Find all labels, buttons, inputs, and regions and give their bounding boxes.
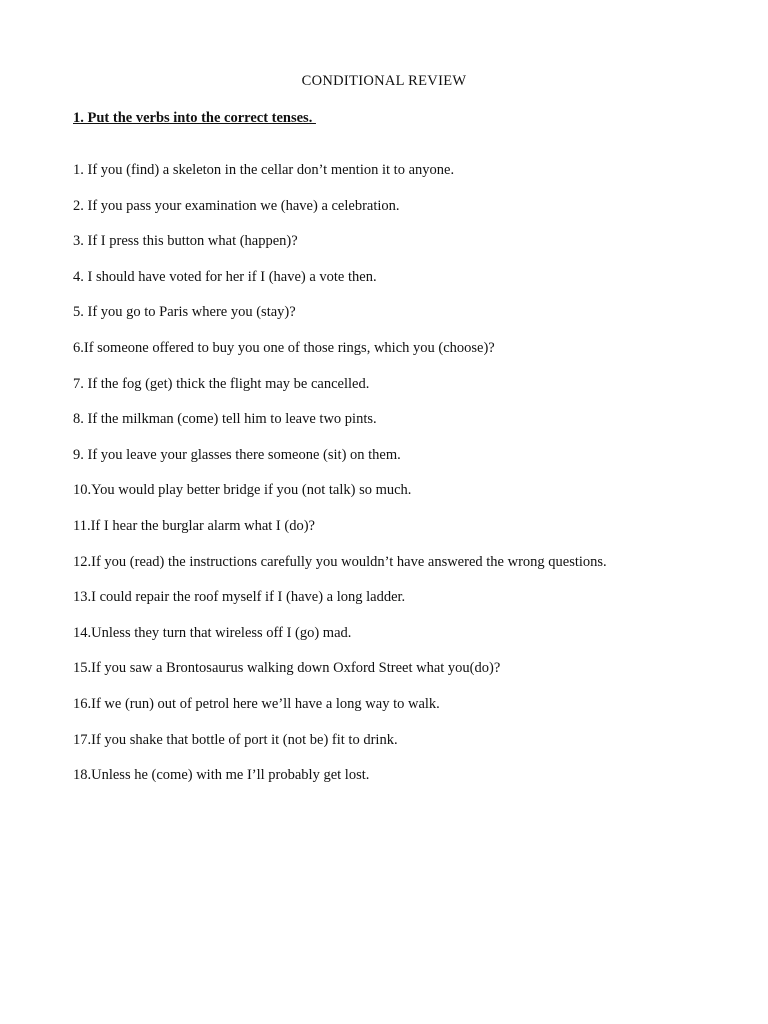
exercise-item-9: 9. If you leave your glasses there someone (sit) on them. bbox=[73, 446, 401, 463]
exercise-item-18: 18.Unless he (come) with me I’ll probably get lost. bbox=[73, 767, 370, 784]
exercise-list bbox=[73, 162, 607, 803]
exercise-item-13: 13.I could repair the roof myself if I (have) a long ladder. bbox=[73, 589, 406, 606]
section-heading: 1. Put the verbs into the correct tenses. bbox=[73, 110, 316, 126]
exercise-item-7: 7. If the fog (get) thick the flight may be cancelled. bbox=[73, 375, 370, 392]
exercise-item-5: 5. If you go to Paris where you (stay)? bbox=[73, 304, 296, 321]
exercise-item-3: 3. If I press this button what (happen)? bbox=[73, 233, 298, 250]
exercise-item-4: 4. I should have voted for her if I (have) a vote then. bbox=[73, 268, 377, 285]
exercise-item-6: 6.If someone offered to buy you one of those rings, which you (choose)? bbox=[73, 339, 495, 356]
exercise-item-17: 17.If you shake that bottle of port it (not be) fit to drink. bbox=[73, 731, 398, 748]
exercise-item-8: 8. If the milkman (come) tell him to leave two pints. bbox=[73, 411, 377, 428]
exercise-item-15: 15.If you saw a Brontosaurus walking down Oxford Street what you(do)? bbox=[73, 660, 501, 677]
exercise-item-16: 16.If we (run) out of petrol here we’ll have a long way to walk. bbox=[73, 695, 440, 712]
exercise-item-1: 1. If you (find) a skeleton in the cellar don’t mention it to anyone. bbox=[73, 162, 455, 178]
exercise-item-14: 14.Unless they turn that wireless off I (go) mad. bbox=[73, 624, 352, 641]
exercise-item-11: 11.If I hear the burglar alarm what I (do)? bbox=[73, 517, 315, 534]
exercise-item-2: 2. If you pass your examination we (have) a celebration. bbox=[73, 197, 400, 214]
exercise-item-12: 12.If you (read) the instructions carefully you wouldn’t have answered the wrong questions. bbox=[73, 553, 607, 570]
document-title: CONDITIONAL REVIEW bbox=[301, 73, 467, 89]
exercise-item-10: 10.You would play better bridge if you (not talk) so much. bbox=[73, 482, 412, 499]
